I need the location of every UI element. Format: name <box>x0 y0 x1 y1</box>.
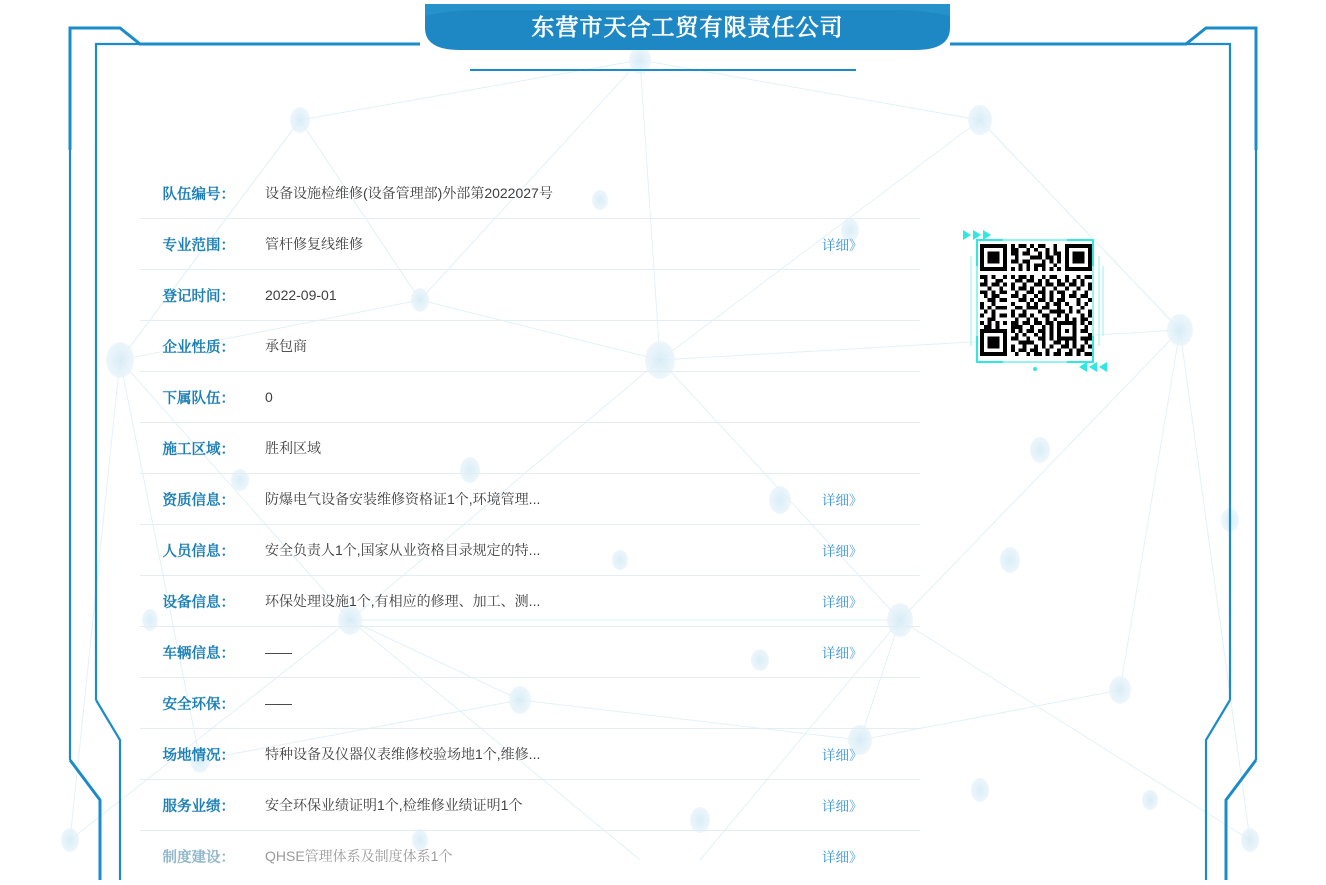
row-value: 承包商 <box>265 338 307 354</box>
row-label: 队伍编号： <box>162 186 235 203</box>
row-label: 资质信息： <box>162 492 235 509</box>
table-row <box>140 525 920 576</box>
row-value: 0 <box>265 389 273 405</box>
row-value: 环保处理设施1个,有相应的修理、加工、测... <box>265 593 541 609</box>
row-label: 施工区域： <box>162 441 235 458</box>
row-value: 设备设施检维修(设备管理部)外部第2022027号 <box>265 185 553 201</box>
table-row <box>140 831 920 881</box>
row-label: 车辆信息： <box>162 645 235 662</box>
row-value: QHSE管理体系及制度体系1个 <box>265 848 453 864</box>
table-row <box>140 780 920 831</box>
detail-link[interactable]: 详细》 <box>822 799 863 814</box>
table-row <box>140 627 920 678</box>
row-value: 胜利区域 <box>265 440 321 456</box>
row-value: 防爆电气设备安装维修资格证1个,环境管理... <box>265 491 541 507</box>
row-label: 人员信息： <box>162 543 235 560</box>
table-row <box>140 270 920 321</box>
row-label: 设备信息： <box>162 594 235 611</box>
detail-link[interactable]: 详细》 <box>822 646 863 661</box>
table-row <box>140 474 920 525</box>
row-value: —— <box>265 644 291 660</box>
row-value: 特种设备及仪器仪表维修校验场地1个,维修... <box>265 746 541 762</box>
row-label: 安全环保： <box>162 696 235 713</box>
table-row <box>140 576 920 627</box>
table-row <box>140 219 920 270</box>
table-row <box>140 729 920 780</box>
row-label: 企业性质： <box>162 339 235 356</box>
company-info-table <box>140 168 920 881</box>
row-value: 安全负责人1个,国家从业资格目录规定的特... <box>265 542 541 558</box>
qr-code-block <box>955 222 1115 384</box>
row-value: —— <box>265 695 291 711</box>
table-row <box>140 678 920 729</box>
qr-code[interactable] <box>980 244 1092 356</box>
detail-link[interactable]: 详细》 <box>822 544 863 559</box>
page-title: 东营市天合工贸有限责任公司 <box>531 14 844 40</box>
detail-link[interactable]: 详细》 <box>822 493 863 508</box>
row-label: 登记时间： <box>162 288 235 305</box>
company-title-banner <box>425 4 950 56</box>
table-row <box>140 372 920 423</box>
row-label: 专业范围： <box>162 237 235 254</box>
row-value: 管杆修复线维修 <box>265 236 363 252</box>
table-row <box>140 168 920 219</box>
table-row <box>140 423 920 474</box>
qr-code-image <box>980 244 1092 356</box>
row-label: 服务业绩： <box>162 798 235 815</box>
row-label: 下属队伍： <box>162 390 235 407</box>
table-row <box>140 321 920 372</box>
detail-link[interactable]: 详细》 <box>822 850 863 865</box>
row-value: 安全环保业绩证明1个,检维修业绩证明1个 <box>265 797 523 813</box>
detail-link[interactable]: 详细》 <box>822 595 863 610</box>
row-label: 制度建设： <box>162 849 235 866</box>
row-label: 场地情况： <box>162 747 235 764</box>
detail-link[interactable]: 详细》 <box>822 748 863 763</box>
detail-link[interactable]: 详细》 <box>822 238 863 253</box>
row-value: 2022-09-01 <box>265 287 337 303</box>
